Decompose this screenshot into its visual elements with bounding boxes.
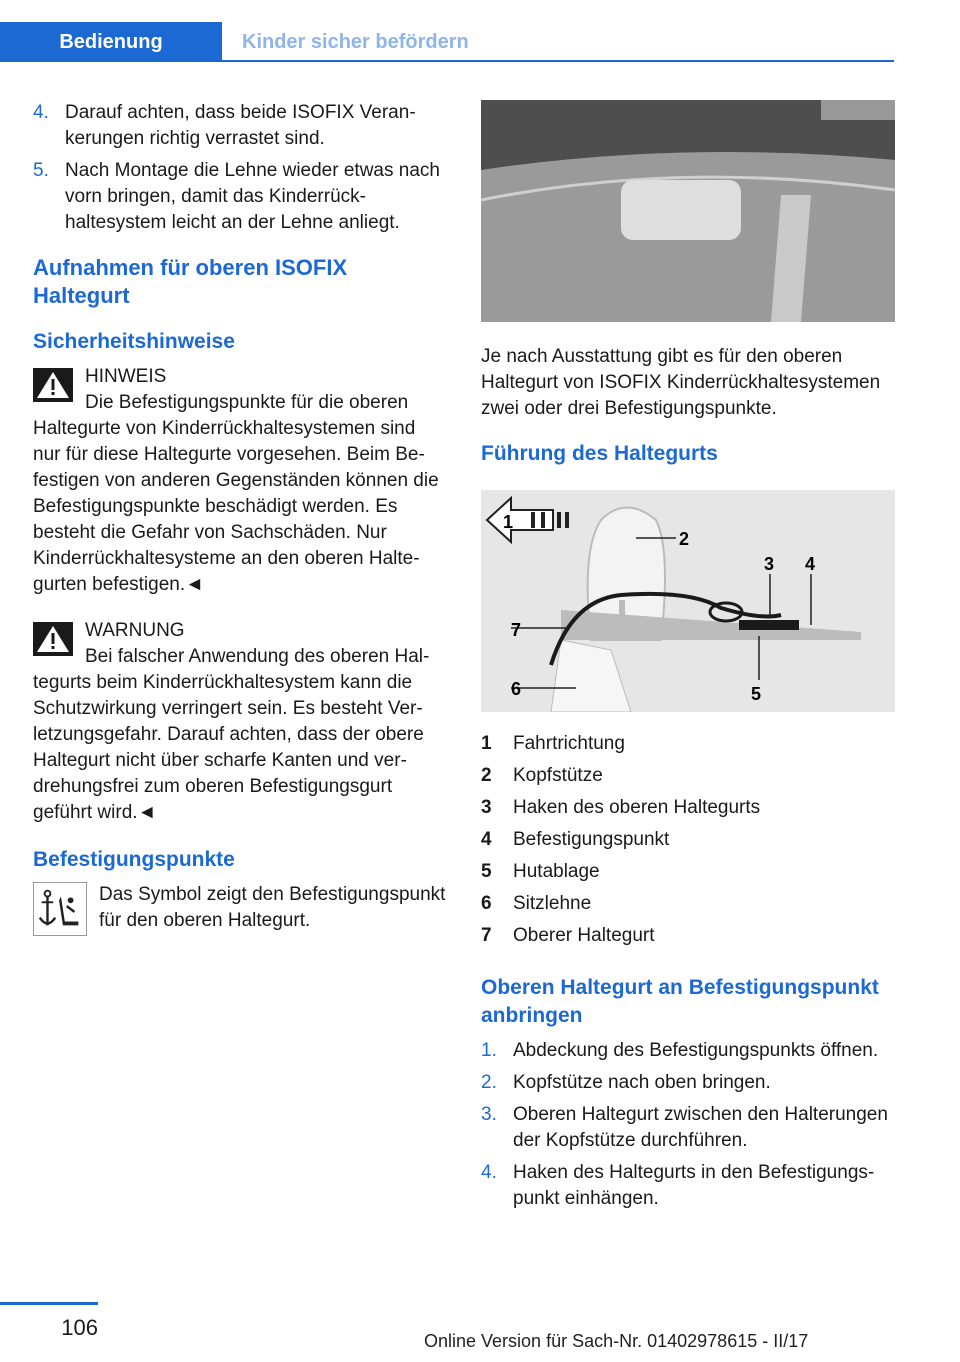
notice-text: Bei falscher Anwendung des oberen Haltegurts beim Kinderrückhaltesystem kann die Schutzwirkung verringert sein. Es besteht Verletzungsgefahr. Darauf achten, dass der obere Haltegurt nicht über scharfe Kanten und verdrehungsfrei zum oberen Befestigungsgurt geführt wird.◄ bbox=[33, 646, 430, 823]
step-item bbox=[481, 1070, 895, 1096]
step-text: Haken des Haltegurts in den Befestigungspunkt einhängen. bbox=[513, 1162, 875, 1209]
legend-item bbox=[481, 888, 895, 920]
notice-text: Die Befestigungspunkte für die oberen Haltegurte von Kinderrückhaltesystemen sind nur für diese Haltegurte vorgesehen. Beim Befestigen von anderen Gegenständen können die Befestigungspunkte beschädigt werden. Es besteht die Gefahr von Sachschäden. Nur Kinderrückhaltesysteme an den oberen Haltegurten befestigen.◄ bbox=[33, 392, 439, 595]
page-number: 106 bbox=[61, 1315, 98, 1340]
tab-kinder-sicher-befoerdern[interactable]: Kinder sicher befördern bbox=[242, 30, 469, 53]
step-item bbox=[33, 100, 448, 152]
legend-number: 7 bbox=[481, 925, 492, 946]
step-number: 2. bbox=[481, 1072, 497, 1093]
legend-item bbox=[481, 760, 895, 792]
legend-number: 5 bbox=[481, 861, 492, 882]
diagram-label-6: 6 bbox=[511, 679, 522, 699]
legend-text: Kopfstütze bbox=[513, 765, 603, 786]
legend-number: 1 bbox=[481, 733, 492, 754]
photo-caption: Je nach Ausstattung gibt es für den oberen Haltegurt von ISOFIX Kinderrückhaltesystemen zwei oder drei Befestigungspunkte. bbox=[481, 346, 881, 419]
subheading-points: Befestigungspunkte bbox=[33, 848, 235, 871]
legend-number: 3 bbox=[481, 797, 492, 818]
subheading-safety: Sicherheitshinweise bbox=[33, 330, 235, 353]
notice-title: WARNUNG bbox=[85, 620, 185, 641]
legend-item bbox=[481, 728, 895, 760]
legend-text: Hutablage bbox=[513, 861, 600, 882]
subheading-routing: Führung des Haltegurts bbox=[481, 442, 718, 465]
diagram-label-3: 3 bbox=[764, 554, 775, 574]
header-divider bbox=[0, 60, 894, 62]
step-number: 5. bbox=[33, 160, 49, 181]
step-item bbox=[481, 1038, 895, 1064]
diagram-label-1: 1 bbox=[503, 512, 514, 532]
symbol-row bbox=[33, 882, 448, 936]
legend-item bbox=[481, 856, 895, 888]
section-heading: Aufnahmen für oberen ISOFIX Haltegurt bbox=[33, 255, 348, 308]
header-bar bbox=[0, 0, 894, 62]
diagram-label-5: 5 bbox=[751, 684, 762, 704]
legend-item bbox=[481, 824, 895, 856]
step-text: Nach Montage die Lehne wieder etwas nach vorn bringen, damit das Kinderrückhaltesystem leicht an der Lehne anliegt. bbox=[65, 160, 440, 233]
legend-number: 4 bbox=[481, 829, 492, 850]
legend-item bbox=[481, 920, 895, 952]
legend-text: Sitzlehne bbox=[513, 893, 592, 914]
warning-triangle-icon bbox=[33, 622, 73, 656]
step-text: Abdeckung des Befestigungspunkts öffnen. bbox=[513, 1040, 879, 1061]
legend-text: Haken des oberen Haltegurts bbox=[513, 797, 761, 818]
anchor-child-seat-icon bbox=[33, 882, 87, 936]
step-item bbox=[481, 1102, 895, 1154]
legend-text: Befestigungspunkt bbox=[513, 829, 670, 850]
diagram-label-4: 4 bbox=[805, 554, 816, 574]
legend-text: Fahrtrichtung bbox=[513, 733, 625, 754]
diagram-label-2: 2 bbox=[679, 529, 690, 549]
notice-hinweis bbox=[33, 364, 448, 598]
notice-title: HINWEIS bbox=[85, 366, 167, 387]
step-number: 3. bbox=[481, 1104, 497, 1125]
legend-number: 6 bbox=[481, 893, 492, 914]
step-item bbox=[33, 158, 448, 236]
legend-text: Oberer Haltegurt bbox=[513, 925, 655, 946]
online-version-text: Online Version für Sach-Nr. 01402978615 - II/17 bbox=[424, 1331, 809, 1351]
symbol-text: Das Symbol zeigt den Befestigungspunkt für den oberen Haltegurt. bbox=[99, 884, 446, 931]
step-number: 1. bbox=[481, 1040, 497, 1061]
legend-number: 2 bbox=[481, 765, 492, 786]
left-column bbox=[33, 100, 448, 936]
step-text: Oberen Haltegurt zwischen den Halterungen der Kopfstütze durchführen. bbox=[513, 1104, 888, 1151]
step-text: Darauf achten, dass beide ISOFIX Verankerungen richtig verrastet sind. bbox=[65, 102, 416, 149]
tether-routing-diagram bbox=[481, 490, 895, 712]
step-item bbox=[481, 1160, 895, 1212]
step-number: 4. bbox=[33, 102, 49, 123]
warning-triangle-icon bbox=[33, 368, 73, 402]
seat-anchor-photo bbox=[481, 100, 895, 322]
page-number-rule bbox=[0, 1302, 98, 1305]
subheading-attach: Oberen Haltegurt an Befestigungspunkt anbringen bbox=[481, 976, 879, 1027]
right-column bbox=[481, 100, 895, 1218]
step-text: Kopfstütze nach oben bringen. bbox=[513, 1072, 771, 1093]
step-number: 4. bbox=[481, 1162, 497, 1183]
diagram-legend bbox=[481, 728, 895, 952]
notice-warnung bbox=[33, 618, 448, 826]
legend-item bbox=[481, 792, 895, 824]
tab-bedienung[interactable]: Bedienung bbox=[0, 22, 222, 62]
diagram-label-7: 7 bbox=[511, 620, 522, 640]
